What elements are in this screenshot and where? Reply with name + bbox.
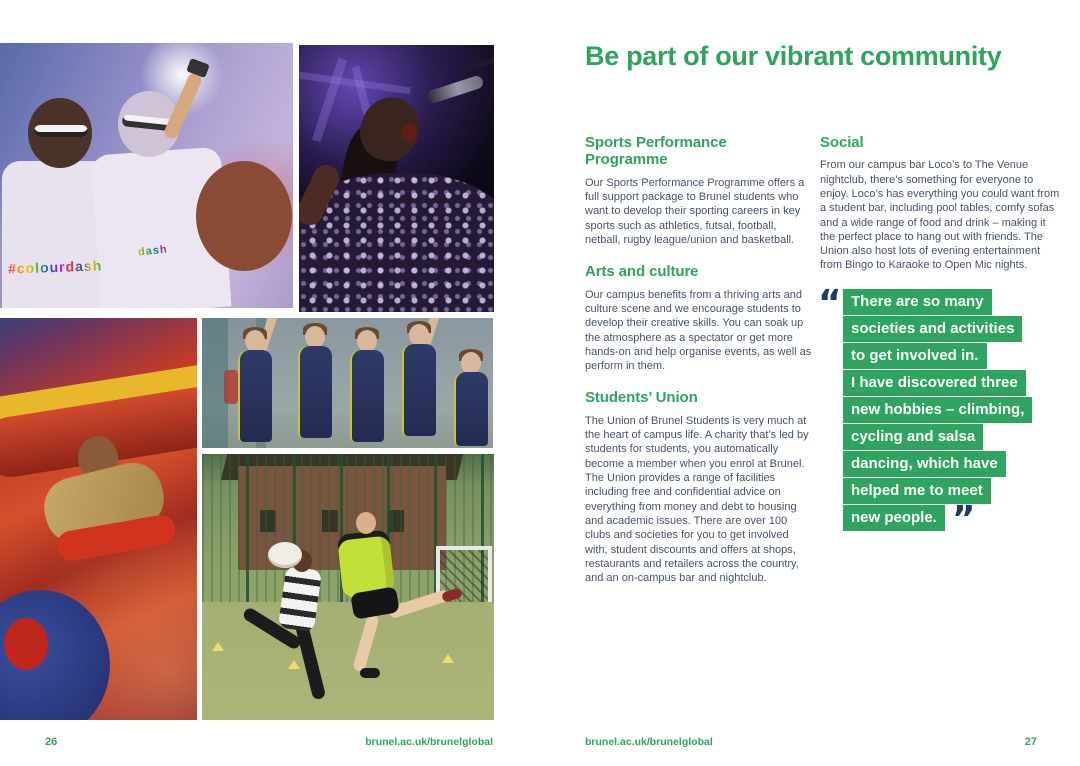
page-title: Be part of our vibrant community [585, 41, 1002, 71]
frisbee-shape [268, 542, 302, 568]
footer-url-link[interactable]: brunel.ac.uk/brunelglobal [585, 736, 713, 748]
player-shoe-shape [360, 668, 380, 678]
quote-line [843, 451, 1060, 478]
stage-light-beam [312, 58, 347, 143]
quote-line-text: I have discovered three [843, 370, 1026, 396]
text-column-right [818, 134, 1060, 540]
training-cone [212, 642, 224, 651]
text-column-left [585, 134, 813, 601]
left-page-footer [45, 736, 493, 748]
photo-netball-team [202, 318, 493, 448]
player-head-shape [357, 330, 377, 352]
colourdash-shirt-text: #colourdash [7, 257, 103, 277]
section-body: From our campus bar Loco’s to The Venue nightclub, there’s something for everyone to enjoy. Loco’s has everything you could want from a student bar, including pool tables, comfy sofas and a wide range of food and drink – making it the perfect place to hang out with friends. The Union also host lots of evening entertainment from Bingo to Karaoke to Open Mic nights. [820, 159, 1060, 272]
right-page-footer [585, 736, 1037, 748]
person-head-shape [196, 161, 292, 271]
sunglasses-shape [34, 125, 88, 137]
white-tank-player-shape [278, 566, 322, 632]
player-head-shape [245, 330, 265, 352]
player-head-shape [356, 512, 376, 534]
section-social [820, 134, 1060, 273]
player-head-shape [305, 326, 325, 348]
quote-line [843, 316, 1060, 343]
page-number: 27 [1024, 736, 1037, 748]
photo-singer [299, 45, 494, 312]
quote-line-text: helped me to meet [843, 478, 991, 504]
photo-inflatable [0, 318, 197, 720]
quote-line-text: new hobbies – climbing, [843, 397, 1032, 423]
photo-field-sports [202, 454, 494, 720]
navy-kit-shape [298, 346, 332, 438]
section-body: Our Sports Performance Programme offers a full support package to Brunel students who want to develop their sporting careers in key sports such as athletics, futsal, football, netball, rugby league/union and basketball. [585, 176, 805, 246]
navy-kit-shape [238, 350, 272, 442]
quote-line [843, 424, 1060, 451]
player-head-shape [461, 352, 481, 374]
footer-url-link[interactable]: brunel.ac.uk/brunelglobal [365, 736, 493, 748]
close-quote-mark: ” [951, 498, 974, 540]
navy-kit-shape [350, 350, 384, 442]
quote-line-text: cycling and salsa [843, 424, 983, 450]
quote-line-text: to get involved in. [843, 343, 987, 369]
quote-line [843, 343, 1060, 370]
page-number: 26 [45, 736, 58, 748]
section-heading: Arts and culture [585, 263, 699, 281]
microphone-stand-shape [456, 56, 494, 74]
section-sports-performance [585, 134, 813, 247]
quote-line-text: There are so many [843, 289, 992, 315]
training-cone [288, 660, 300, 669]
inflatable-red-dot [4, 618, 48, 670]
student-quote-block [818, 282, 1060, 540]
section-heading: Sports Performance Programme [585, 134, 727, 169]
section-body: Our campus benefits from a thriving arts and culture scene and we encourage students to develop their creative skills. You can soak up the atmosphere as a spectator or get more hands-on and help organise events, as well as perform in them. [585, 288, 812, 373]
quote-line-text: new people. [843, 505, 945, 531]
quote-line-text: dancing, which have [843, 451, 1006, 477]
dash-shirt-text: dash [137, 243, 169, 259]
quote-line [843, 498, 1060, 540]
quote-line [843, 370, 1060, 397]
player-leg-shape [352, 613, 380, 672]
quote-line-text: societies and activities [843, 316, 1022, 342]
photo-colour-run [0, 43, 293, 308]
microphone-shape [425, 74, 484, 104]
training-cone [442, 654, 454, 663]
section-heading: Social [820, 134, 864, 151]
open-quote-mark: “ [818, 282, 840, 324]
section-students-union [585, 389, 813, 585]
quote-line [843, 289, 1060, 316]
section-heading: Students’ Union [585, 389, 698, 407]
section-arts-and-culture [585, 263, 813, 373]
quote-line [843, 397, 1060, 424]
navy-kit-shape [402, 344, 436, 436]
navy-kit-shape [454, 372, 488, 446]
bystander-shape [224, 370, 238, 404]
section-body: The Union of Brunel Students is very much at the heart of campus life. A charity that’s led by students for students, you automatically become a member when you enrol at Brunel. The Union provides a range of facilities including free and confidential advice on everything from money and debt to housing and academic issues. There are over 100 clubs and societies for you to get involved with, student discounts and offers at shops, restaurants and retailers across the country, and an on-campus bar and nightclub. [585, 414, 809, 585]
player-head-shape [409, 324, 429, 346]
